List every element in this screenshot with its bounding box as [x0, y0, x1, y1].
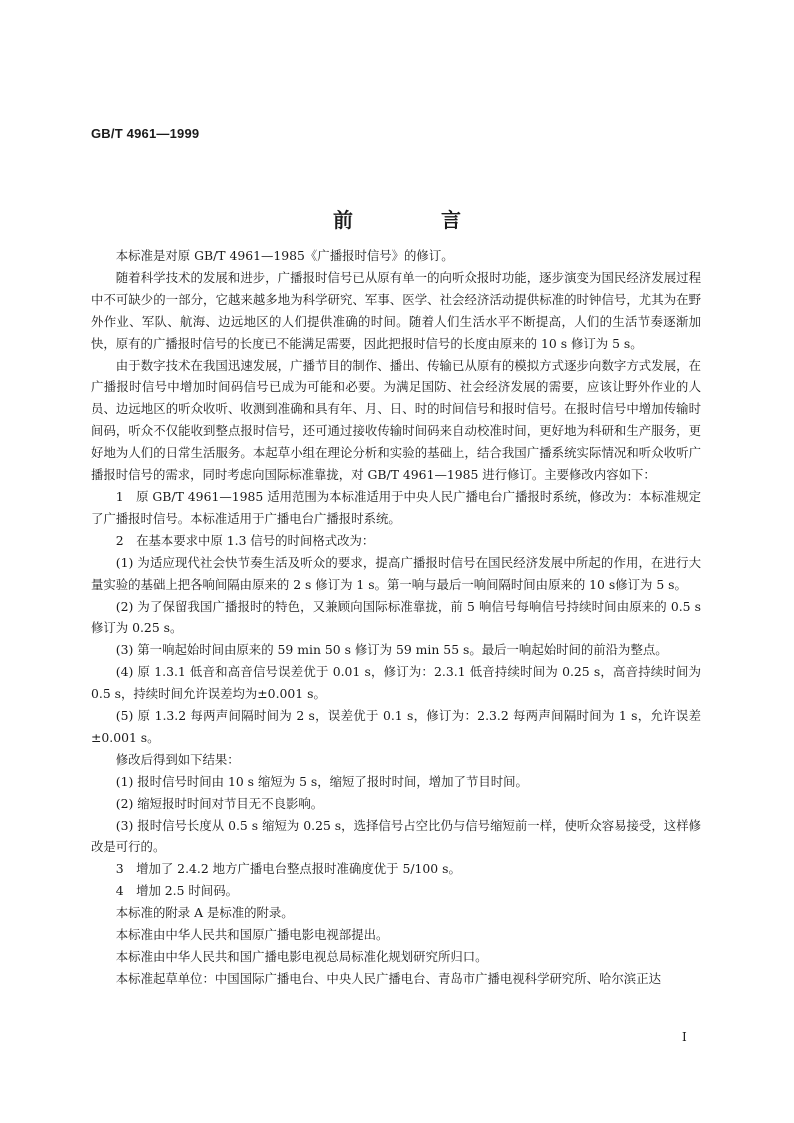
paragraph: 2 在基本要求中原 1.3 信号的时间格式改为： [115, 532, 375, 548]
page-title: 前 言 [333, 208, 495, 232]
paragraph: 本标准的附录 A 是标准的附录。 [115, 905, 294, 921]
paragraph: 本标准是对原 GB/T 4961—1985《广播报时信号》的修订。 [115, 248, 454, 263]
paragraph: 1 原 GB/T 4961—1985 适用范围为本标准适用于中央人民广播电台广播报时系统，修改为：本标准规定了广播报时信号。本标准适用于广播电台广播报时系统。 [91, 488, 701, 526]
paragraph: (5) 原 1.3.2 每两声间隔时间为 2 s，误差优于 0.1 s，修订为：2.3.2 每两声间隔时间为 1 s，允许误差±0.001 s。 [91, 708, 701, 745]
paragraph: (2) 为了保留我国广播报时的特色，又兼顾向国际标准靠拢，前 5 响信号每响信号持续时间由原来的 0.5 s 修订为 0.25 s。 [91, 598, 701, 636]
paragraph: (3) 报时信号长度从 0.5 s 缩短为 0.25 s，选择信号占空比仍与信号缩短前一样，使听众容易接受，这样修改是可行的。 [91, 817, 701, 855]
paragraph: (4) 原 1.3.1 低音和高音信号误差优于 0.01 s，修订为：2.3.1 低音持续时间为 0.25 s，高音持续时间为 0.5 s，持续时间允许误差均为±0.001 s。 [91, 664, 701, 702]
standard-code: GB/T 4961—1999 [91, 126, 200, 141]
paragraph: 本标准起草单位：中国国际广播电台、中央人民广播电台、青岛市广播电视科学研究所、哈尔滨正达 [115, 970, 661, 986]
paragraph: (3) 第一响起始时间由原来的 59 min 50 s 修订为 59 min 55 s。最后一响起始时间的前沿为整点。 [115, 642, 668, 658]
paragraph: 4 增加 2.5 时间码。 [115, 883, 238, 899]
paragraph: (2) 缩短报时时间对节目无不良影响。 [115, 795, 324, 811]
paragraph: 3 增加了 2.4.2 地方广播电台整点报时准确度优于 5/100 s。 [115, 861, 461, 877]
paragraph: 本标准由中华人民共和国广播电影电视总局标准化规划研究所归口。 [115, 949, 488, 964]
paragraph: (1) 报时信号时间由 10 s 缩短为 5 s，缩短了报时时间，增加了节目时间。 [115, 773, 528, 789]
paragraph: (1) 为适应现代社会快节奏生活及听众的要求，提高广播报时信号在国民经济发展中所起的作用，在进行大量实验的基础上把各响间隔由原来的 2 s 修订为 1 s。第一响与最后一响间隔时间由原来的 10 s修订为 5 s。 [91, 554, 701, 592]
paragraph: 随着科学技术的发展和进步，广播报时信号已从原有单一的向听众报时功能，逐步演变为国民经济发展过程中不可缺少的一部分，它越来越多地为科学研究、军事、医学、社会经济活动提供标准的时钟信号，尤其为在野外作业、军队、航海、边远地区的人们提供准确的时间。随着人们生活水平不断提高，人们的生活节奏逐渐加快，原有的广播报时信号的长度已不能满足需要，因此把报时信号的长度由原来的 10 s 修订为 5 s。 [91, 269, 701, 351]
paragraph: 本标准由中华人民共和国原广播电影电视部提出。 [115, 927, 389, 943]
paragraph: 由于数字技术在我国迅速发展，广播节目的制作、播出、传输已从原有的模拟方式逐步向数字方式发展，在广播报时信号中增加时间码信号已成为可能和必要。为满足国防、社会经济发展的需要，应该让野外作业的人员、边远地区的听众收听、收测到准确和具有年、月、日、时的时间信号和报时信号。在报时信号中增加传输时间码，听众不仅能收到整点报时信号，还可通过接收传输时间码来自动校准时间，更好地为科研和生产服务，更好地为人们的日常生活服务。本起草小组在理论分析和实验的基础上，结合我国广播系统实际情况和听众收听广播报时信号的需求，同时考虑向国际标准靠拢，对 GB/T 4961—1985 进行修订。主要修改内容如下： [91, 357, 701, 483]
paragraph: 修改后得到如下结果： [115, 751, 240, 767]
document-body [91, 245, 701, 990]
page-number: I [682, 1030, 687, 1044]
